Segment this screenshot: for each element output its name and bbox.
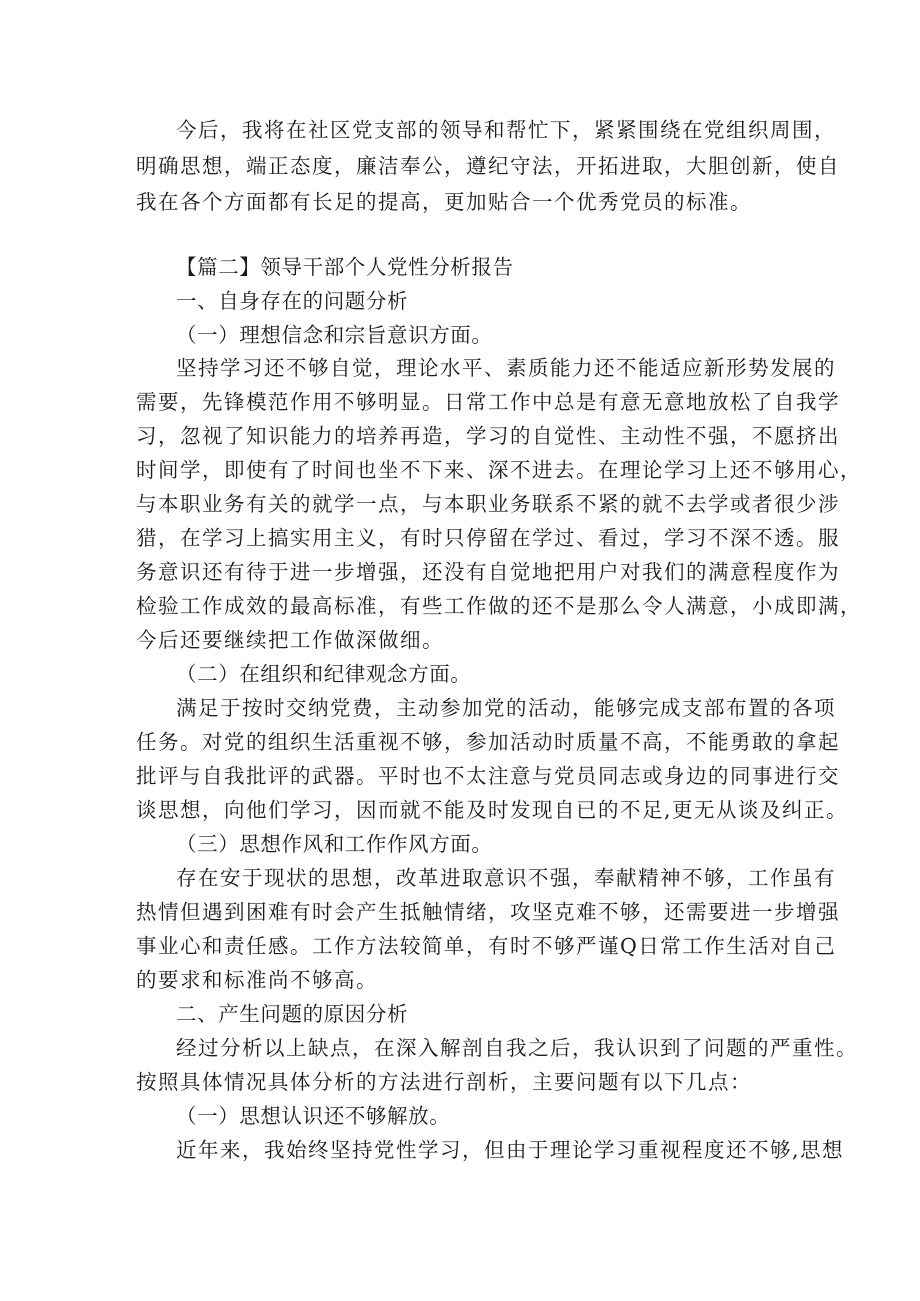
section-heading: 二、产生问题的原因分析 [176, 1002, 409, 1026]
subsection-heading: （二）在组织和纪律观念方面。 [176, 662, 472, 686]
subsection-heading: （一）思想认识还不够解放。 [176, 1104, 451, 1128]
paragraph-line: 存在安于现状的思想，改革进取意识不强，奉献精神不够，工作虽有 [176, 866, 836, 890]
paragraph-line: 检验工作成效的最高标准，有些工作做的还不是那么令人满意，小成即满， [136, 594, 862, 618]
paragraph-line: 任务。对党的组织生活重视不够，参加活动时质量不高，不能勇敢的拿起 [136, 730, 840, 754]
paragraph-line: 热情但遇到困难有时会产生抵触情绪，攻坚克难不够，还需要进一步增强 [136, 900, 840, 924]
paragraph-line: 需要，先锋模范作用不够明显。日常工作中总是有意无意地放松了自我学 [136, 390, 840, 414]
section-title: 【篇二】领导干部个人党性分析报告 [176, 255, 514, 279]
paragraph-line: 务意识还有待于进一步增强，还没有自觉地把用户对我们的满意程度作为 [136, 560, 840, 584]
paragraph-line: 按照具体情况具体分析的方法进行剖析，主要问题有以下几点： [136, 1070, 752, 1094]
paragraph-line: 坚持学习还不够自觉，理论水平、素质能力还不能适应新形势发展的 [176, 356, 836, 380]
paragraph-line: 我在各个方面都有长足的提高，更加贴合一个优秀党员的标准。 [136, 190, 752, 214]
paragraph-line: 明确思想，端正态度，廉洁奉公，遵纪守法，开拓进取，大胆创新，使自 [136, 154, 840, 178]
section-heading: 一、自身存在的问题分析 [176, 289, 409, 313]
paragraph-line: 经过分析以上缺点，在深入解剖自我之后，我认识到了问题的严重性。 [176, 1036, 858, 1060]
paragraph-line: 猎，在学习上搞实用主义，有时只停留在学过、看过，学习不深不透。服 [136, 526, 840, 550]
paragraph-line: 习，忽视了知识能力的培养再造，学习的自觉性、主动性不强，不愿挤出 [136, 424, 840, 448]
paragraph-line: 与本职业务有关的就学一点，与本职业务联系不紧的就不去学或者很少涉 [136, 492, 840, 516]
paragraph-line: 批评与自我批评的武器。平时也不太注意与党员同志或身边的同事进行交 [136, 764, 840, 788]
paragraph-line: 近年来，我始终坚持党性学习，但由于理论学习重视程度还不够,思想 [176, 1138, 845, 1162]
paragraph-line: 事业心和责任感。工作方法较简单，有时不够严谨Q日常工作生活对自己 [136, 934, 837, 958]
paragraph-line: 今后，我将在社区党支部的领导和帮忙下，紧紧围绕在党组织周围， [176, 118, 836, 142]
paragraph-line: 时间学，即使有了时间也坐不下来、深不进去。在理论学习上还不够用心， [136, 458, 862, 482]
paragraph-line: 满足于按时交纳党费，主动参加党的活动，能够完成支部布置的各项 [176, 696, 836, 720]
paragraph-line: 今后还要继续把工作做深做细。 [136, 628, 444, 652]
subsection-heading: （三）思想作风和工作作风方面。 [176, 832, 493, 856]
paragraph-line: 谈思想，向他们学习，因而就不能及时发现自已的不足,更无从谈及纠正。 [136, 798, 849, 822]
paragraph-line: 的要求和标准尚不够高。 [136, 968, 378, 992]
subsection-heading: （一）理想信念和宗旨意识方面。 [176, 323, 493, 347]
